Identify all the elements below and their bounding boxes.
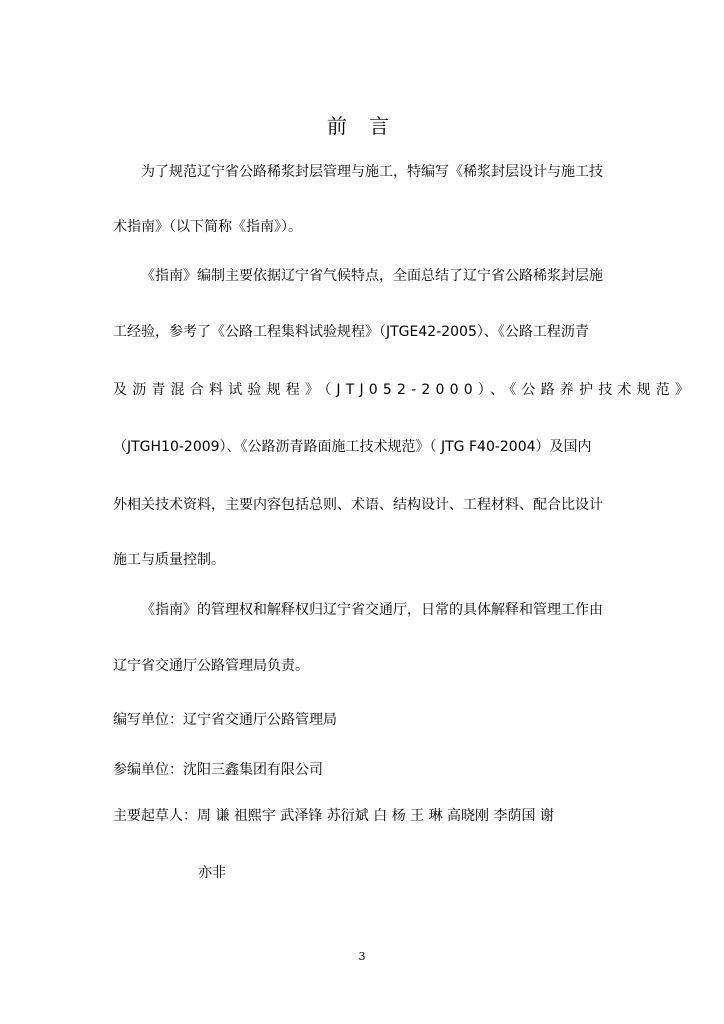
page-number: 3 xyxy=(358,950,366,963)
drafters-line-1: 主要起草人：周 谦 祖熙宇 武泽锋 苏衍斌 白 杨 王 琳 高晓刚 李荫国 谢 xyxy=(113,808,554,824)
paragraph-3-line-1: 《指南》的管理权和解释权归辽宁省交通厅，日常的具体解释和管理工作由 xyxy=(141,602,603,618)
drafters-line-2: 亦非 xyxy=(198,865,226,881)
participating-unit: 参编单位：沈阳三鑫集团有限公司 xyxy=(113,762,323,778)
paragraph-2-line-2: 工经验，参考了《公路工程集料试验规程》（JTGE42-2005）、《公路工程沥青 xyxy=(113,324,589,340)
paragraph-1-line-2: 术指南》（以下简称《指南》）。 xyxy=(113,219,302,235)
paragraph-2-line-1: 《指南》编制主要依据辽宁省气候特点，全面总结了辽宁省公路稀浆封层施 xyxy=(141,268,603,284)
paragraph-2-line-6: 施工与质量控制。 xyxy=(113,552,225,568)
paragraph-2-line-5: 外相关技术资料，主要内容包括总则、术语、结构设计、工程材料、配合比设计 xyxy=(113,497,603,513)
compiling-unit: 编写单位：辽宁省交通厅公路管理局 xyxy=(113,712,337,728)
paragraph-1-line-1: 为了规范辽宁省公路稀浆封层管理与施工，特编写《稀浆封层设计与施工技 xyxy=(141,164,603,180)
paragraph-3-line-2: 辽宁省交通厅公路管理局负责。 xyxy=(113,658,309,674)
paragraph-2-line-4: （JTGH10-2009）、《公路沥青路面施工技术规范》（ JTG F40-2004）及国内 xyxy=(113,439,592,455)
paragraph-2-line-3: 及沥青混合料试验规程》（JTJ052-2000）、《公路养护技术规范》 xyxy=(113,382,695,398)
page-title: 前 言 xyxy=(326,114,398,138)
